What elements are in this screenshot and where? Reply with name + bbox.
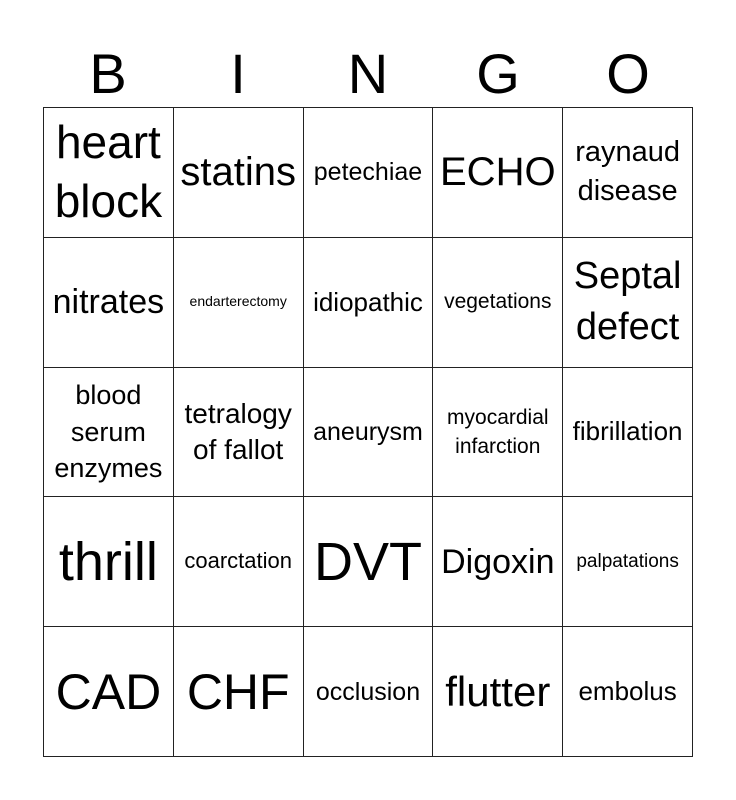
- cell-text: fibrillation: [572, 416, 683, 447]
- cell-text: DVT: [313, 531, 422, 592]
- cell-text: embolus: [578, 676, 677, 707]
- cell-text: tetralogy of fallot: [184, 397, 292, 465]
- bingo-cell[interactable]: [433, 108, 563, 238]
- header-letter-i: I: [230, 42, 246, 105]
- cell-text: statins: [180, 150, 296, 194]
- cell-text: CHF: [186, 663, 290, 720]
- bingo-cell[interactable]: [563, 108, 693, 238]
- cell-text: thrill: [58, 531, 158, 592]
- bingo-cell[interactable]: [44, 238, 174, 368]
- cell-text: aneurysm: [313, 417, 423, 446]
- cell-text: CAD: [55, 663, 162, 720]
- bingo-cell[interactable]: [174, 368, 304, 498]
- bingo-cell[interactable]: [174, 108, 304, 238]
- bingo-cell[interactable]: [174, 627, 304, 757]
- cell-text: nitrates: [52, 283, 165, 322]
- cell-text: endarterectomy: [189, 293, 287, 310]
- header-letter-b: B: [89, 42, 127, 105]
- cell-text: heart block: [54, 115, 163, 228]
- cell-text: palpatations: [576, 551, 679, 573]
- bingo-card-grid: [43, 107, 693, 757]
- bingo-cell[interactable]: [433, 238, 563, 368]
- bingo-cell[interactable]: [304, 497, 434, 627]
- bingo-cell[interactable]: [304, 368, 434, 498]
- cell-text: petechiae: [313, 158, 423, 187]
- cell-text: flutter: [445, 668, 551, 716]
- bingo-cell[interactable]: [563, 627, 693, 757]
- bingo-cell[interactable]: [563, 238, 693, 368]
- bingo-cell[interactable]: [174, 497, 304, 627]
- cell-text: vegetations: [444, 290, 552, 314]
- cell-text: raynaud disease: [575, 136, 680, 208]
- header-letter-g: G: [476, 42, 520, 105]
- cell-text: ECHO: [440, 150, 556, 194]
- cell-text: idiopathic: [313, 286, 423, 317]
- bingo-cell[interactable]: [304, 238, 434, 368]
- bingo-cell[interactable]: [44, 627, 174, 757]
- bingo-cell[interactable]: [44, 108, 174, 238]
- bingo-cell[interactable]: [563, 497, 693, 627]
- cell-text: blood serum enzymes: [54, 380, 163, 484]
- bingo-cell[interactable]: [44, 368, 174, 498]
- bingo-cell[interactable]: [433, 368, 563, 498]
- bingo-cell[interactable]: [44, 497, 174, 627]
- cell-text: Septal defect: [573, 254, 682, 349]
- bingo-cell[interactable]: [304, 627, 434, 757]
- header-letter-n: N: [347, 42, 389, 105]
- bingo-cell[interactable]: [563, 368, 693, 498]
- cell-text: Digoxin: [441, 542, 555, 581]
- cell-text: coarctation: [184, 548, 292, 574]
- cell-text: myocardial infarction: [447, 405, 549, 458]
- bingo-header: [43, 40, 693, 108]
- cell-text: occlusion: [315, 677, 421, 706]
- bingo-cell[interactable]: [304, 108, 434, 238]
- bingo-cell[interactable]: [433, 627, 563, 757]
- bingo-cell[interactable]: [433, 497, 563, 627]
- header-letter-o: O: [606, 42, 650, 105]
- bingo-cell[interactable]: [174, 238, 304, 368]
